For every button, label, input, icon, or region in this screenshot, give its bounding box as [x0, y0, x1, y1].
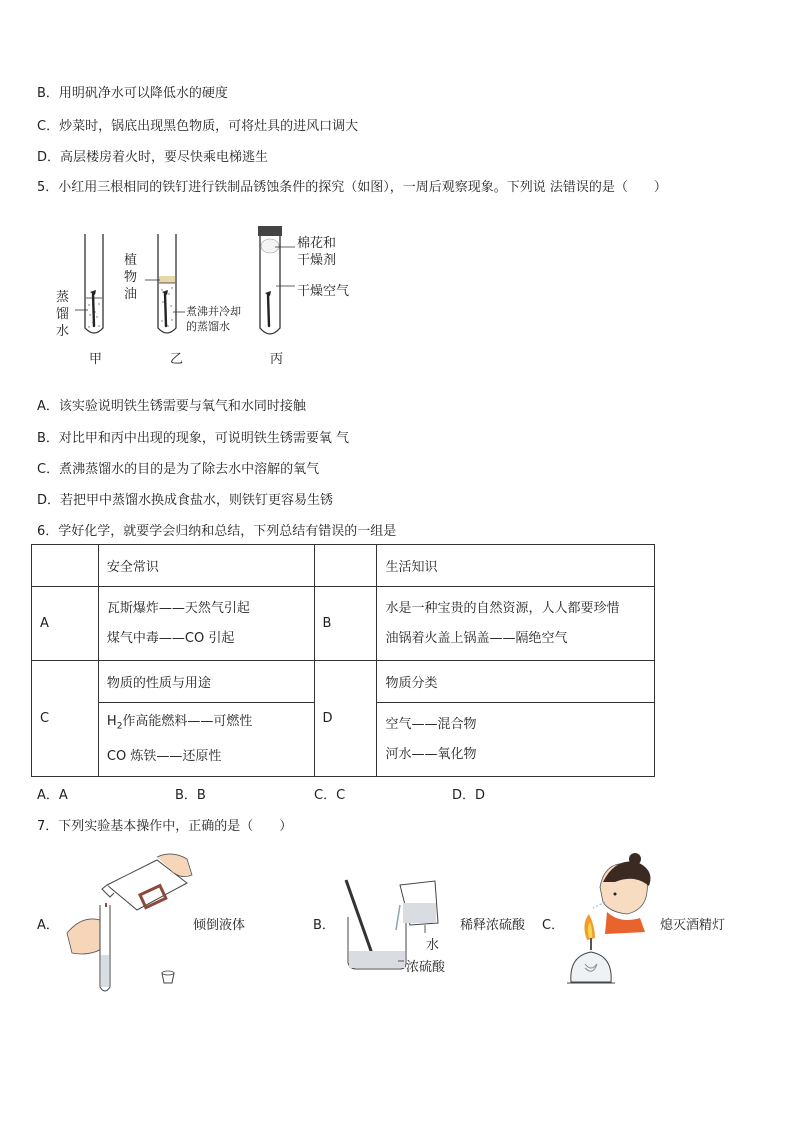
- cell-a-line1: 瓦斯爆炸——天然气引起: [106, 600, 250, 616]
- q4-option-c: C．炒菜时，锅底出现黑色物质，可将灶具的进风口调大: [37, 119, 359, 134]
- label-boiled-water: 煮沸并冷却 的蒸馏水: [186, 305, 241, 333]
- tube-jia: [85, 234, 103, 333]
- q7-option-c-label: C．: [542, 918, 565, 933]
- q7-option-a-caption: 倾倒液体: [193, 918, 246, 933]
- cell-c-line1: $H_2$作高能燃料——可燃性: [106, 714, 253, 732]
- row-label-d: D: [314, 661, 377, 777]
- q4-option-b: B．用明矾净水可以降低水的硬度: [37, 86, 228, 101]
- label-jia: 甲: [89, 352, 103, 367]
- label-vegetable-oil: 植 物 油: [124, 253, 138, 302]
- q6-summary-table: [31, 544, 655, 777]
- q6-option-c: C．C: [314, 788, 346, 803]
- q6-option-b: B．B: [175, 788, 206, 803]
- q5-option-c: C．煮沸蒸馏水的目的是为了除去水中溶解的氧气: [37, 462, 320, 477]
- q7-option-c-caption: 熄灭酒精灯: [660, 918, 726, 933]
- cell-b-line1: 水是一种宝贵的自然资源，人人都要珍惜: [385, 600, 620, 616]
- q5-option-d: D．若把甲中蒸馏水换成食盐水，则铁钉更容易生锈: [37, 493, 334, 508]
- label-distilled-water: 蒸 馏 水: [56, 290, 70, 339]
- q7-option-b-label: B．: [313, 918, 335, 933]
- q5-stem: 5．小红用三根相同的铁钉进行铁制品锈蚀条件的探究（如图），一周后观察现象。下列说 法错误的是（ ）: [37, 180, 667, 195]
- row-label-b: B: [314, 587, 377, 661]
- header-life: 生活知识: [377, 545, 655, 587]
- q6-stem: 6．学好化学，就要学会归纳和总结，下列总结有错误的一组是: [37, 524, 397, 539]
- header-safety: 安全常识: [98, 545, 314, 587]
- label-bing: 丙: [270, 352, 284, 367]
- header-property-use: 物质的性质与用途: [98, 661, 314, 703]
- cell-b-line2: 油锅着火盖上锅盖——隔绝空气: [385, 630, 568, 646]
- label-yi: 乙: [170, 352, 184, 367]
- row-label-a: A: [32, 587, 99, 661]
- cell-a-line2: 煤气中毒——CO 引起: [106, 630, 235, 646]
- q7-label-water: 水: [426, 938, 440, 953]
- cell-c-line2: CO 炼铁——还原性: [106, 748, 222, 764]
- q7-label-conc-acid: 浓硫酸: [406, 960, 446, 975]
- tube-yi: [158, 234, 176, 333]
- q7-option-a-label: A．: [37, 918, 59, 933]
- q6-option-a: A．A: [37, 788, 68, 803]
- cell-d-line1: 空气——混合物: [385, 716, 477, 732]
- q4-option-d: D．高层楼房着火时，要尽快乘电梯逃生: [37, 150, 269, 165]
- q5-option-a: A．该实验说明铁生锈需要与氧气和水同时接触: [37, 399, 306, 414]
- header-classification: 物质分类: [377, 661, 655, 703]
- q7-option-b-caption: 稀释浓硫酸: [460, 918, 526, 933]
- cell-d-line2: 河水——氧化物: [385, 746, 477, 762]
- blowing-lamp-illustration: [565, 852, 665, 992]
- q5-option-b: B．对比甲和丙中出现的现象，可说明铁生锈需要氧 气: [37, 431, 350, 446]
- row-label-c: C: [32, 661, 99, 777]
- label-dry-air: 干燥空气: [297, 284, 350, 299]
- tube-bing: [258, 226, 282, 334]
- q7-stem: 7．下列实验基本操作中，正确的是（ ）: [37, 819, 293, 834]
- q6-option-d: D．D: [452, 788, 486, 803]
- pouring-liquid-illustration: [62, 845, 192, 995]
- label-cotton-desiccant: 棉花和 干燥剂: [297, 236, 337, 268]
